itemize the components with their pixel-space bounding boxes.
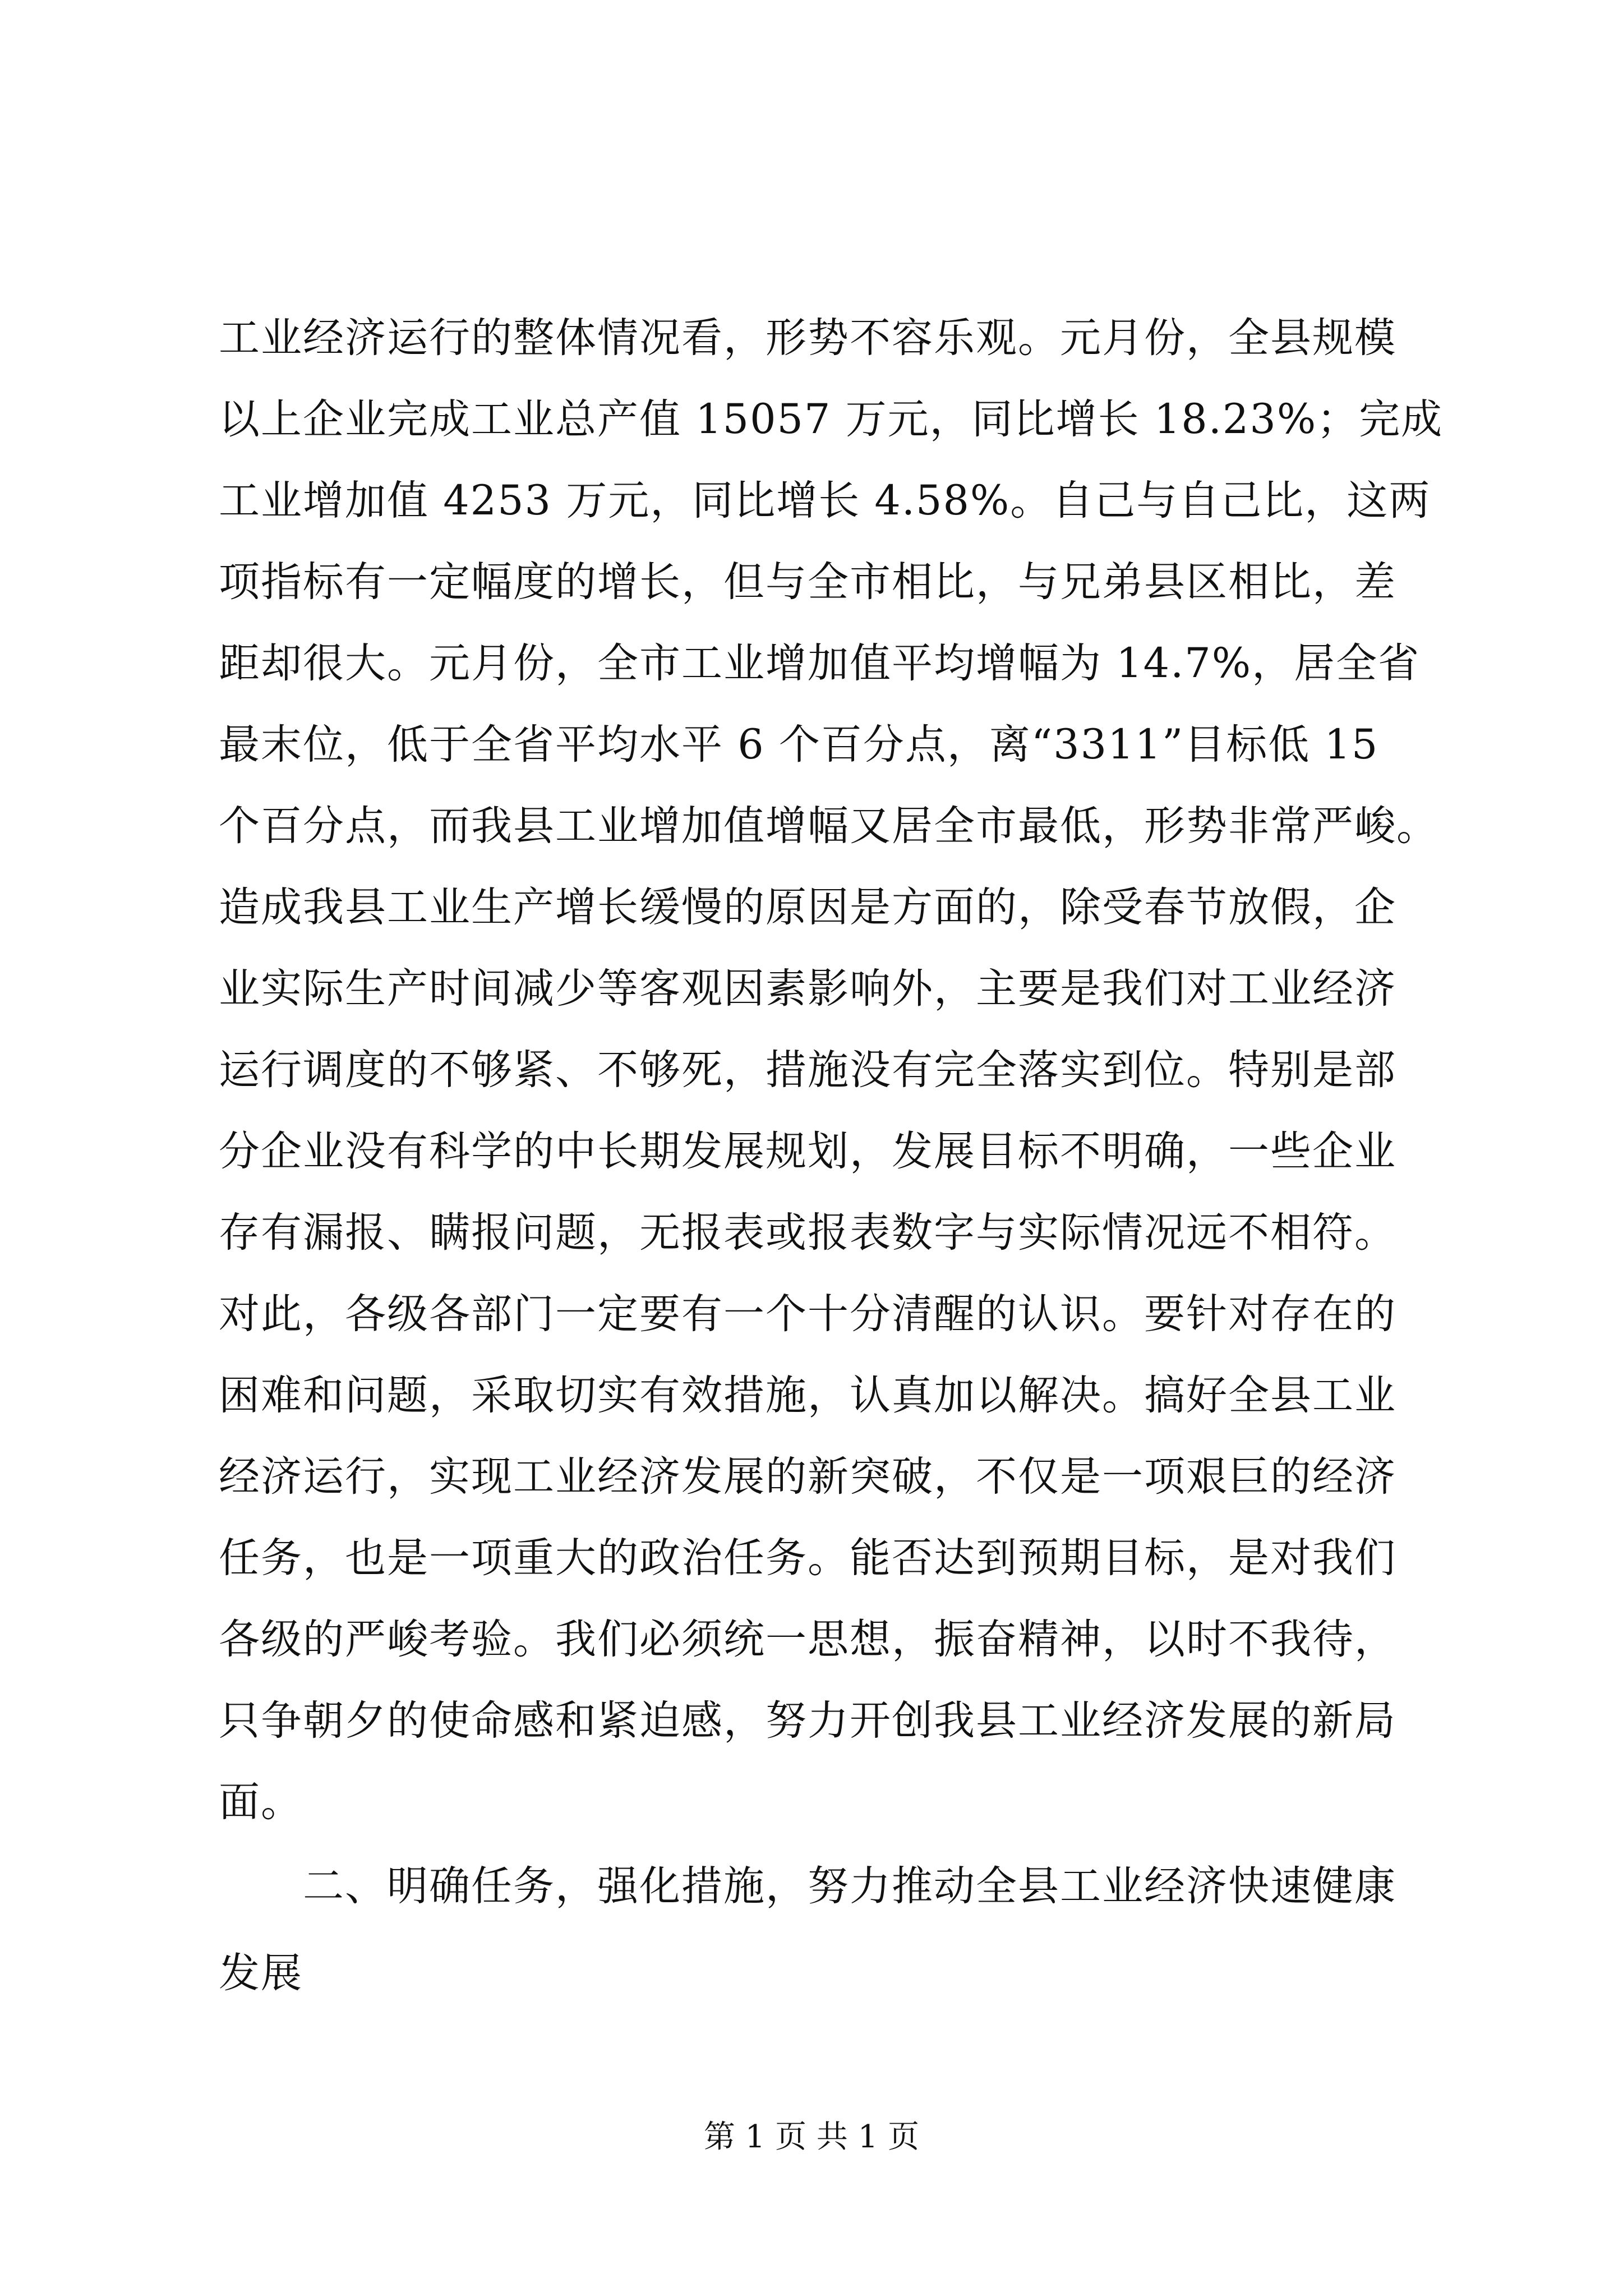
text-line: 各级的严峻考验。我们必须统一思想，振奋精神，以时不我待，	[219, 1616, 1396, 1663]
text-line: 业实际生产时间减少等客观因素影响外，主要是我们对工业经济	[219, 965, 1396, 1013]
page-number-footer: 第 1 页 共 1 页	[703, 2119, 920, 2155]
text-line: 经济运行，实现工业经济发展的新突破，不仅是一项艰巨的经济	[219, 1453, 1396, 1501]
text-line: 以上企业完成工业总产值 15057 万元，同比增长 18.23%；完成	[219, 395, 1444, 443]
text-line: 距却很大。元月份，全市工业增加值平均增幅为 14.7%，居全省	[219, 639, 1421, 687]
section-heading-line: 发展	[219, 1949, 303, 1997]
text-line: 面。	[219, 1778, 303, 1826]
text-line: 工业增加值 4253 万元，同比增长 4.58%。自己与自己比，这两	[219, 477, 1431, 524]
text-line: 造成我县工业生产增长缓慢的原因是方面的，除受春节放假，企	[219, 884, 1396, 931]
text-line: 最末位，低于全省平均水平 6 个百分点，离“3311”目标低 15	[219, 721, 1379, 769]
text-line: 项指标有一定幅度的增长，但与全市相比，与兄弟县区相比，差	[219, 558, 1396, 606]
text-line: 分企业没有科学的中长期发展规划，发展目标不明确，一些企业	[219, 1128, 1396, 1175]
text-line: 个百分点，而我县工业增加值增幅又居全市最低，形势非常严峻。	[219, 802, 1438, 850]
text-line: 困难和问题，采取切实有效措施，认真加以解决。搞好全县工业	[219, 1372, 1396, 1419]
text-line: 任务，也是一项重大的政治任务。能否达到预期目标，是对我们	[219, 1534, 1396, 1582]
text-line: 对此，各级各部门一定要有一个十分清醒的认识。要针对存在的	[219, 1290, 1396, 1338]
body-text	[219, 297, 1444, 2017]
text-line: 工业经济运行的整体情况看，形势不容乐观。元月份，全县规模	[219, 314, 1396, 362]
text-line: 只争朝夕的使命感和紧迫感，努力开创我县工业经济发展的新局	[219, 1697, 1396, 1745]
text-line: 运行调度的不够紧、不够死，措施没有完全落实到位。特别是部	[219, 1046, 1396, 1094]
text-line: 存有漏报、瞒报问题，无报表或报表数字与实际情况远不相符。	[219, 1209, 1396, 1257]
section-heading-line: 二、明确任务，强化措施，努力推动全县工业经济快速健康	[303, 1862, 1396, 1910]
